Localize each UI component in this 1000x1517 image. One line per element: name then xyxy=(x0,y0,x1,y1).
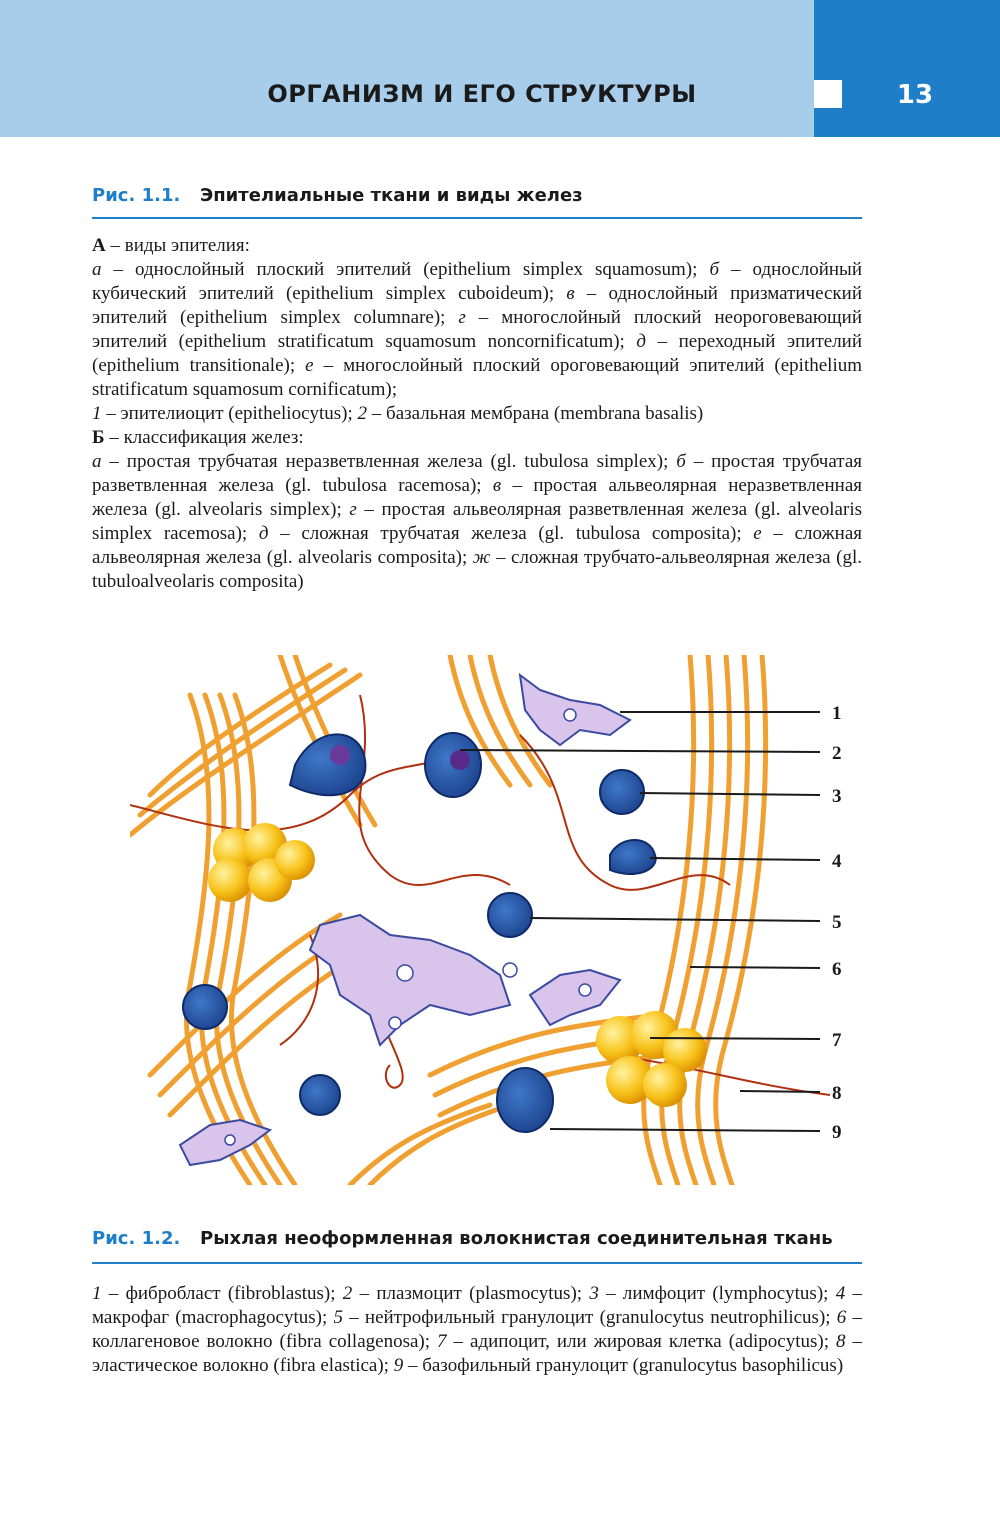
figure-2-title: Рыхлая неоформленная волокнистая соединительная ткань xyxy=(200,1228,833,1249)
figure-labels xyxy=(832,703,842,1143)
figure-1-number: Рис. 1.1. xyxy=(92,185,181,206)
figure-1-rule xyxy=(92,217,862,219)
label-4: 4 xyxy=(832,851,842,872)
figure-2-number: Рис. 1.2. xyxy=(92,1228,181,1249)
label-7: 7 xyxy=(832,1030,842,1051)
header-band xyxy=(0,0,814,137)
label-3: 3 xyxy=(832,786,842,807)
figure-1-caption xyxy=(92,185,583,206)
adipocyte-cluster-left xyxy=(208,823,315,902)
figure-2-caption xyxy=(92,1228,833,1249)
page-number-notch xyxy=(814,80,842,108)
connective-tissue-illustration xyxy=(130,655,870,1185)
page-number: 13 xyxy=(896,80,934,110)
page-number-box xyxy=(814,0,1000,137)
figure-1-description: А – виды эпителия: а – однослойный плоский эпителий (epithelium simplex squamosum); б – однослойный кубический эпителий (epithelium simplex cuboideum); в – однослойный призматический эпителий (epithelium simplex columnare); г – многослойный плоский неороговевающий эпителий (epithelium stratificatum squamosum noncornificatum); д – переходный эпителий (epithelium transitionale); е – многослойный плоский ороговевающий эпителий (epithelium stratificatum squamosum cornificatum); 1 – эпителиоцит (epitheliocytus); 2 – базальная мембрана (membrana basalis) Б – классификация желез: а – простая трубчатая неразветвленная железа (gl. tubulosa simplex); б – простая трубчатая разветвленная железа (gl. tubulosa racemosa); в – простая альвеолярная неразветвленная железа (gl. alveolaris simplex); г – простая альвеолярная разветвленная железа (gl. alveolaris simplex racemosa); д – сложная трубчатая железа (gl. tubulosa composita); е – сложная альвеолярная железа (gl. alveolaris composita); ж – сложная трубчато-альвеолярная железа (gl. tubuloalveolaris composita) xyxy=(92,235,863,592)
chapter-title: ОРГАНИЗМ И ЕГО СТРУКТУРЫ xyxy=(267,80,697,108)
figure-2-description: 1 – фибробласт (fibroblastus); 2 – плазмоцит (plasmocytus); 3 – лимфоцит (lymphocytus); 4 – макрофаг (macrophagocytus); 5 – нейтрофильный гранулоцит (granulocytus neutrophilicus); 6 – коллагеновое волокно (fibra collagenosa); 7 – адипоцит, или жировая клетка (adipocytus); 8 – эластическое волокно (fibra elastica); 9 – базофильный гранулоцит (granulocytus basophilicus) xyxy=(92,1283,863,1376)
label-6: 6 xyxy=(832,959,842,980)
label-1: 1 xyxy=(832,703,842,724)
label-8: 8 xyxy=(832,1083,842,1104)
figure-1-title: Эпителиальные ткани и виды желез xyxy=(200,185,583,206)
figure-2-rule xyxy=(92,1262,862,1264)
label-5: 5 xyxy=(832,912,842,933)
label-2: 2 xyxy=(832,743,842,764)
label-9: 9 xyxy=(832,1122,842,1143)
